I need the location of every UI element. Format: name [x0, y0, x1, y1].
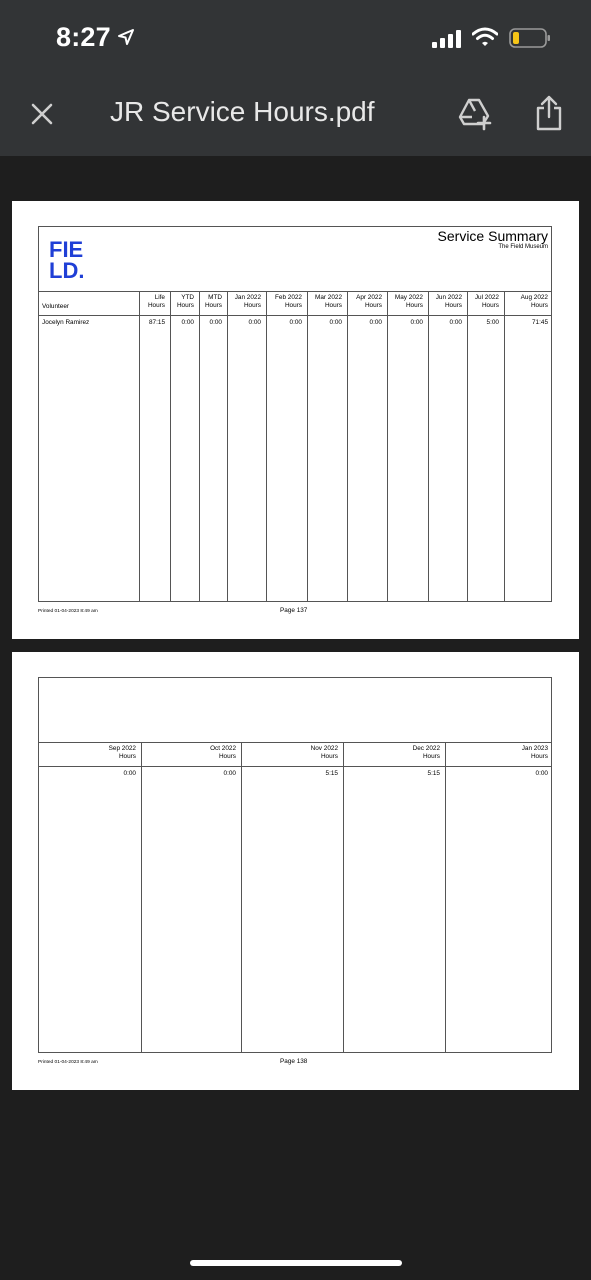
column-divider — [141, 742, 142, 1052]
column-header-line2: Hours — [405, 302, 423, 309]
column-header-line2: Hours — [481, 302, 499, 309]
header-top-rule — [39, 291, 551, 292]
column-header — [275, 294, 302, 310]
column-header — [413, 745, 440, 761]
column-header — [436, 294, 462, 310]
field-museum-logo — [49, 237, 91, 279]
location-arrow-icon — [117, 28, 135, 46]
column-divider — [170, 291, 171, 601]
column-header-line1: Jul 2022 — [474, 294, 499, 301]
header-bottom-rule — [39, 315, 551, 316]
hours-cell: 87:15 — [149, 319, 165, 326]
pdf-page-137 — [12, 201, 579, 639]
column-header-line1: Dec 2022 — [412, 745, 440, 752]
column-header-line2: Hours — [530, 302, 548, 309]
column-header-line1: Jan 2022 — [234, 294, 261, 301]
svg-text:LD.: LD. — [49, 258, 85, 279]
hours-cell: 0:00 — [123, 770, 136, 777]
column-header — [395, 294, 423, 310]
column-header-line2: Hours — [324, 302, 342, 309]
battery-icon — [509, 28, 551, 48]
column-header — [521, 294, 548, 310]
column-divider — [428, 291, 429, 601]
report-subtitle: The Field Museum — [498, 244, 548, 250]
hours-cell: 0:00 — [248, 319, 261, 326]
column-header-line2: Hours — [364, 302, 382, 309]
document-title: JR Service Hours.pdf — [110, 96, 375, 127]
report-frame — [38, 226, 552, 602]
column-header — [109, 745, 136, 761]
column-divider — [347, 291, 348, 601]
column-divider — [467, 291, 468, 601]
status-time: 8:27 — [56, 22, 111, 52]
column-header-line2: Hours — [176, 302, 194, 309]
column-header-line2: Hours — [320, 753, 338, 760]
column-header — [356, 294, 382, 310]
column-divider — [307, 291, 308, 601]
column-header-line1: Apr 2022 — [356, 294, 382, 301]
hours-cell: 5:00 — [486, 319, 499, 326]
hours-cell: 0:00 — [181, 319, 194, 326]
hours-cell: 0:00 — [449, 319, 462, 326]
column-header-line1: May 2022 — [394, 294, 423, 301]
header-top-rule — [39, 742, 551, 743]
column-header-line2: Hours — [243, 302, 261, 309]
share-icon[interactable] — [535, 95, 563, 131]
column-header — [311, 745, 338, 761]
add-to-drive-icon[interactable] — [458, 97, 494, 131]
printed-timestamp: Printed 01-04-2023 8:49 am — [38, 1060, 98, 1065]
top-bar — [0, 0, 591, 156]
close-icon[interactable] — [28, 100, 56, 128]
column-header-line2: Hours — [284, 302, 302, 309]
column-divider — [139, 291, 140, 601]
hours-cell: 0:00 — [223, 770, 236, 777]
column-divider — [445, 742, 446, 1052]
hours-cell: 0:00 — [369, 319, 382, 326]
column-header-line1: Aug 2022 — [520, 294, 548, 301]
hours-cell: 5:15 — [427, 770, 440, 777]
hours-cell: 71:45 — [532, 319, 548, 326]
column-divider — [227, 291, 228, 601]
column-header — [205, 294, 222, 310]
column-header-line2: Hours — [147, 302, 165, 309]
svg-text:FIE: FIE — [49, 237, 84, 262]
hours-cell: 0:00 — [535, 770, 548, 777]
column-divider — [504, 291, 505, 601]
hours-cell: 0:00 — [329, 319, 342, 326]
column-divider — [266, 291, 267, 601]
pdf-page-138 — [12, 652, 579, 1090]
hours-cell: 0:00 — [209, 319, 222, 326]
column-header-line2: Hours — [530, 753, 548, 760]
column-divider — [199, 291, 200, 601]
signal-icon — [432, 30, 462, 48]
report-title: Service Summary — [437, 228, 548, 244]
column-header-line1: Jan 2023 — [521, 745, 548, 752]
column-header — [522, 745, 548, 761]
column-header-line1: Sep 2022 — [108, 745, 136, 752]
hours-cell: 0:00 — [410, 319, 423, 326]
column-header-line2: Hours — [118, 753, 136, 760]
volunteer-header: Volunteer — [42, 303, 70, 310]
column-header — [315, 294, 342, 310]
header-bottom-rule — [39, 766, 551, 767]
column-header-line1: MTD — [208, 294, 222, 301]
column-divider — [241, 742, 242, 1052]
home-indicator[interactable] — [190, 1260, 402, 1266]
column-header-line2: Hours — [422, 753, 440, 760]
page-number: Page 137 — [280, 607, 308, 614]
column-header-line2: Hours — [204, 302, 222, 309]
wifi-icon — [472, 27, 498, 47]
hours-cell: 0:00 — [289, 319, 302, 326]
column-header-line2: Hours — [444, 302, 462, 309]
column-header-line1: Nov 2022 — [310, 745, 338, 752]
column-divider — [387, 291, 388, 601]
column-header — [235, 294, 261, 310]
column-header-line1: Jun 2022 — [435, 294, 462, 301]
column-header — [148, 294, 165, 310]
column-header-line1: Life — [154, 294, 165, 301]
column-header — [475, 294, 499, 310]
printed-timestamp: Printed 01-04-2023 8:49 am — [38, 609, 98, 614]
column-header-line2: Hours — [218, 753, 236, 760]
column-divider — [343, 742, 344, 1052]
column-header-line1: YTD — [181, 294, 194, 301]
volunteer-name: Jocelyn Ramirez — [42, 319, 90, 326]
report-frame-continued — [38, 677, 552, 1053]
column-header-line1: Oct 2022 — [210, 745, 236, 752]
column-header — [177, 294, 194, 310]
column-header-line1: Feb 2022 — [274, 294, 302, 301]
hours-cell: 5:15 — [325, 770, 338, 777]
column-header-line1: Mar 2022 — [315, 294, 342, 301]
column-header — [210, 745, 236, 761]
page-number: Page 138 — [280, 1058, 308, 1065]
